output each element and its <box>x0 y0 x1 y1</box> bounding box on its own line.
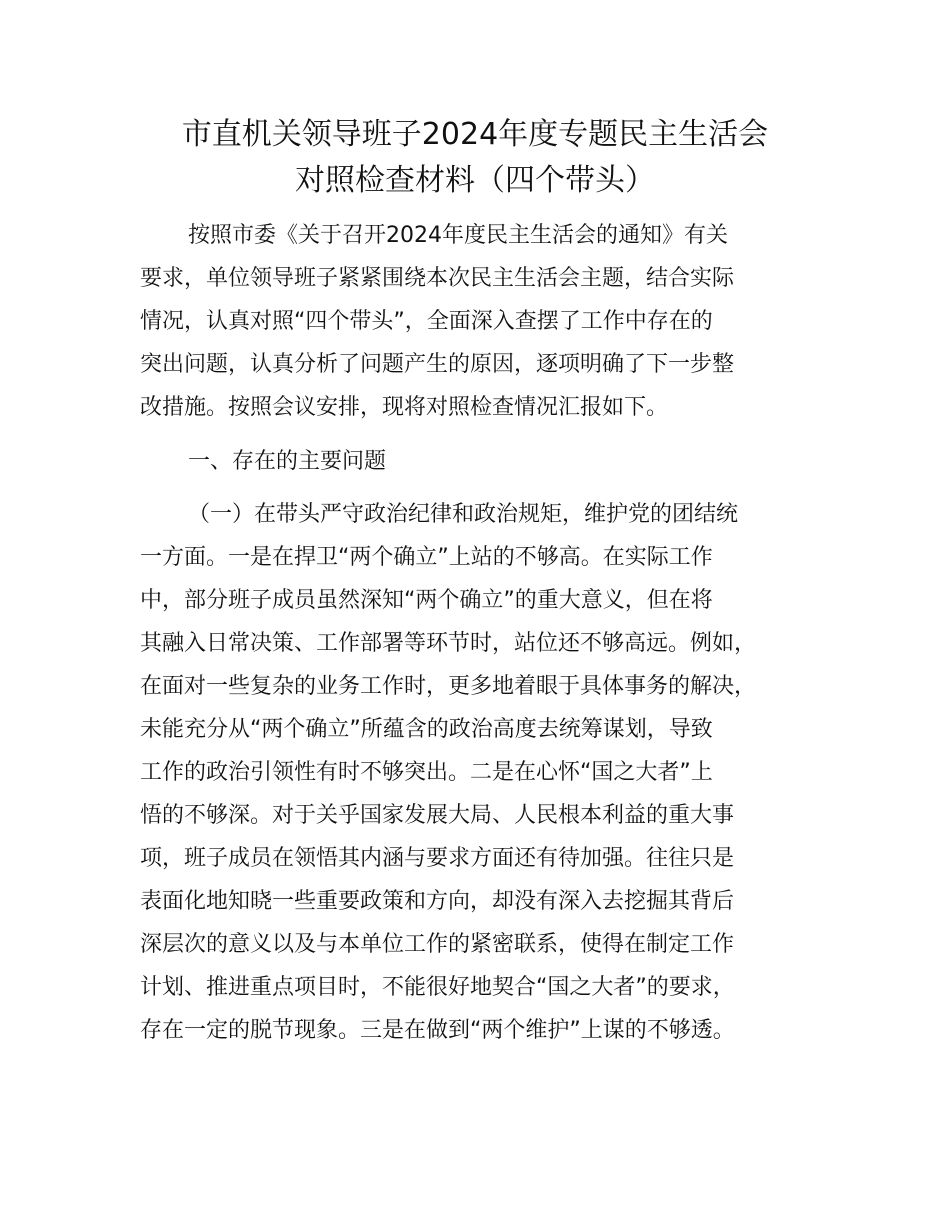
document-title-line-1: 市直机关领导班子2024年度专题民主生活会 <box>181 117 769 152</box>
paragraph-line: 按照市委《关于召开2024年度民主生活会的通知》有关 <box>188 223 728 248</box>
paragraph-line: 突出问题，认真分析了问题产生的原因，逐项明确了下一步整 <box>140 352 735 377</box>
paragraph-line: 计划、推进重点项目时，不能很好地契合“国之大者”的要求， <box>140 975 735 1000</box>
paragraph-line: 表面化地知晓一些重要政策和方向，却没有深入去挖掘其背后 <box>140 889 735 914</box>
paragraph-line: 悟的不够深。对于关乎国家发展大局、人民根本利益的重大事 <box>140 803 735 828</box>
paragraph-line: 要求，单位领导班子紧紧围绕本次民主生活会主题，结合实际 <box>140 266 735 291</box>
paragraph-line: 在面对一些复杂的业务工作时，更多地着眼于具体事务的解决， <box>140 674 757 699</box>
paragraph-line: 中，部分班子成员虽然深知“两个确立”的重大意义，但在将 <box>140 588 713 613</box>
section-heading: 一、存在的主要问题 <box>188 449 387 474</box>
paragraph-line: 其融入日常决策、工作部署等环节时，站位还不够高远。例如， <box>140 631 757 656</box>
paragraph-line: （一）在带头严守政治纪律和政治规矩，维护党的团结统 <box>188 502 739 527</box>
paragraph-line: 项，班子成员在领悟其内涵与要求方面还有待加强。往往只是 <box>140 846 735 871</box>
paragraph-line: 情况，认真对照“四个带头”，全面深入查摆了工作中存在的 <box>140 309 713 334</box>
paragraph-line: 深层次的意义以及与本单位工作的紧密联系，使得在制定工作 <box>140 932 735 957</box>
paragraph-line: 存在一定的脱节现象。三是在做到“两个维护”上谋的不够透。 <box>140 1018 735 1043</box>
paragraph-line: 改措施。按照会议安排，现将对照检查情况汇报如下。 <box>140 395 669 420</box>
document-title-line-2: 对照检查材料（四个带头） <box>295 163 655 198</box>
paragraph-line: 一方面。一是在捍卫“两个确立”上站的不够高。在实际工作 <box>140 545 713 570</box>
paragraph-line: 工作的政治引领性有时不够突出。二是在心怀“国之大者”上 <box>140 760 713 785</box>
paragraph-line: 未能充分从“两个确立”所蕴含的政治高度去统筹谋划，导致 <box>140 717 713 742</box>
